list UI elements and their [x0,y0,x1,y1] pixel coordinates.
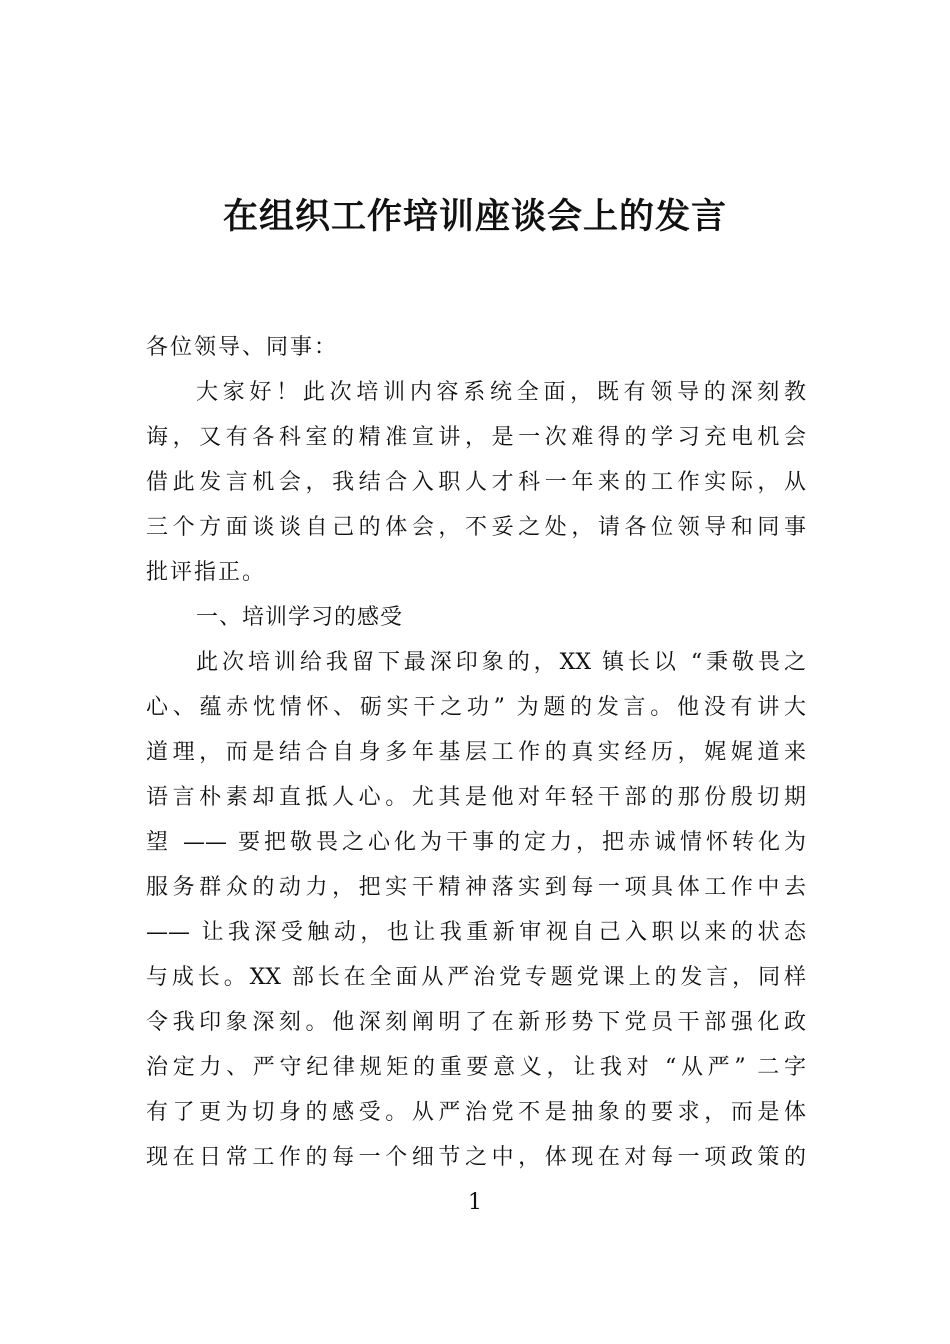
section-heading: 一、培训学习的感受 [196,605,404,630]
text-line: 心、蕴赤忱情怀、砺实干之功” 为题的发言。他没有讲大 [146,695,806,720]
text-line: 诲，又有各科室的精准宣讲，是一次难得的学习充电机会 [146,425,806,450]
text-line: 批评指正。 [146,560,267,585]
text-line: 此次培训给我留下最深印象的，XX 镇长以 “秉敬畏之 [196,650,806,675]
text-line: 服务群众的动力，把实干精神落实到每一项具体工作中去 [146,875,806,900]
text-line: 有了更为切身的感受。从严治党不是抽象的要求，而是体 [146,1100,806,1125]
text-line: 望 —— 要把敬畏之心化为干事的定力，把赤诚情怀转化为 [146,830,806,855]
text-line: 三个方面谈谈自己的体会，不妥之处，请各位领导和同事 [146,515,806,540]
text-line: 大家好！此次培训内容系统全面，既有领导的深刻教 [196,380,806,405]
text-line: 语言朴素却直抵人心。尤其是他对年轻干部的那份殷切期 [146,785,806,810]
text-line: 道理，而是结合自身多年基层工作的真实经历，娓娓道来 [146,740,806,765]
text-line: 现在日常工作的每一个细节之中，体现在对每一项政策的 [146,1145,806,1170]
page-number: 1 [468,1190,482,1215]
salutation: 各位领导、同事： [146,335,339,360]
text-line: —— 让我深受触动，也让我重新审视自己入职以来的状态 [146,920,806,945]
text-line: 与成长。XX 部长在全面从严治党专题党课上的发言，同样 [146,965,806,990]
text-line: 令我印象深刻。他深刻阐明了在新形势下党员干部强化政 [146,1010,806,1035]
text-line: 治定力、严守纪律规矩的重要意义，让我对 “从严” 二字 [146,1055,806,1080]
text-line: 借此发言机会，我结合入职人才科一年来的工作实际，从 [146,470,806,495]
document-title: 在组织工作培训座谈会上的发言 [222,196,727,237]
